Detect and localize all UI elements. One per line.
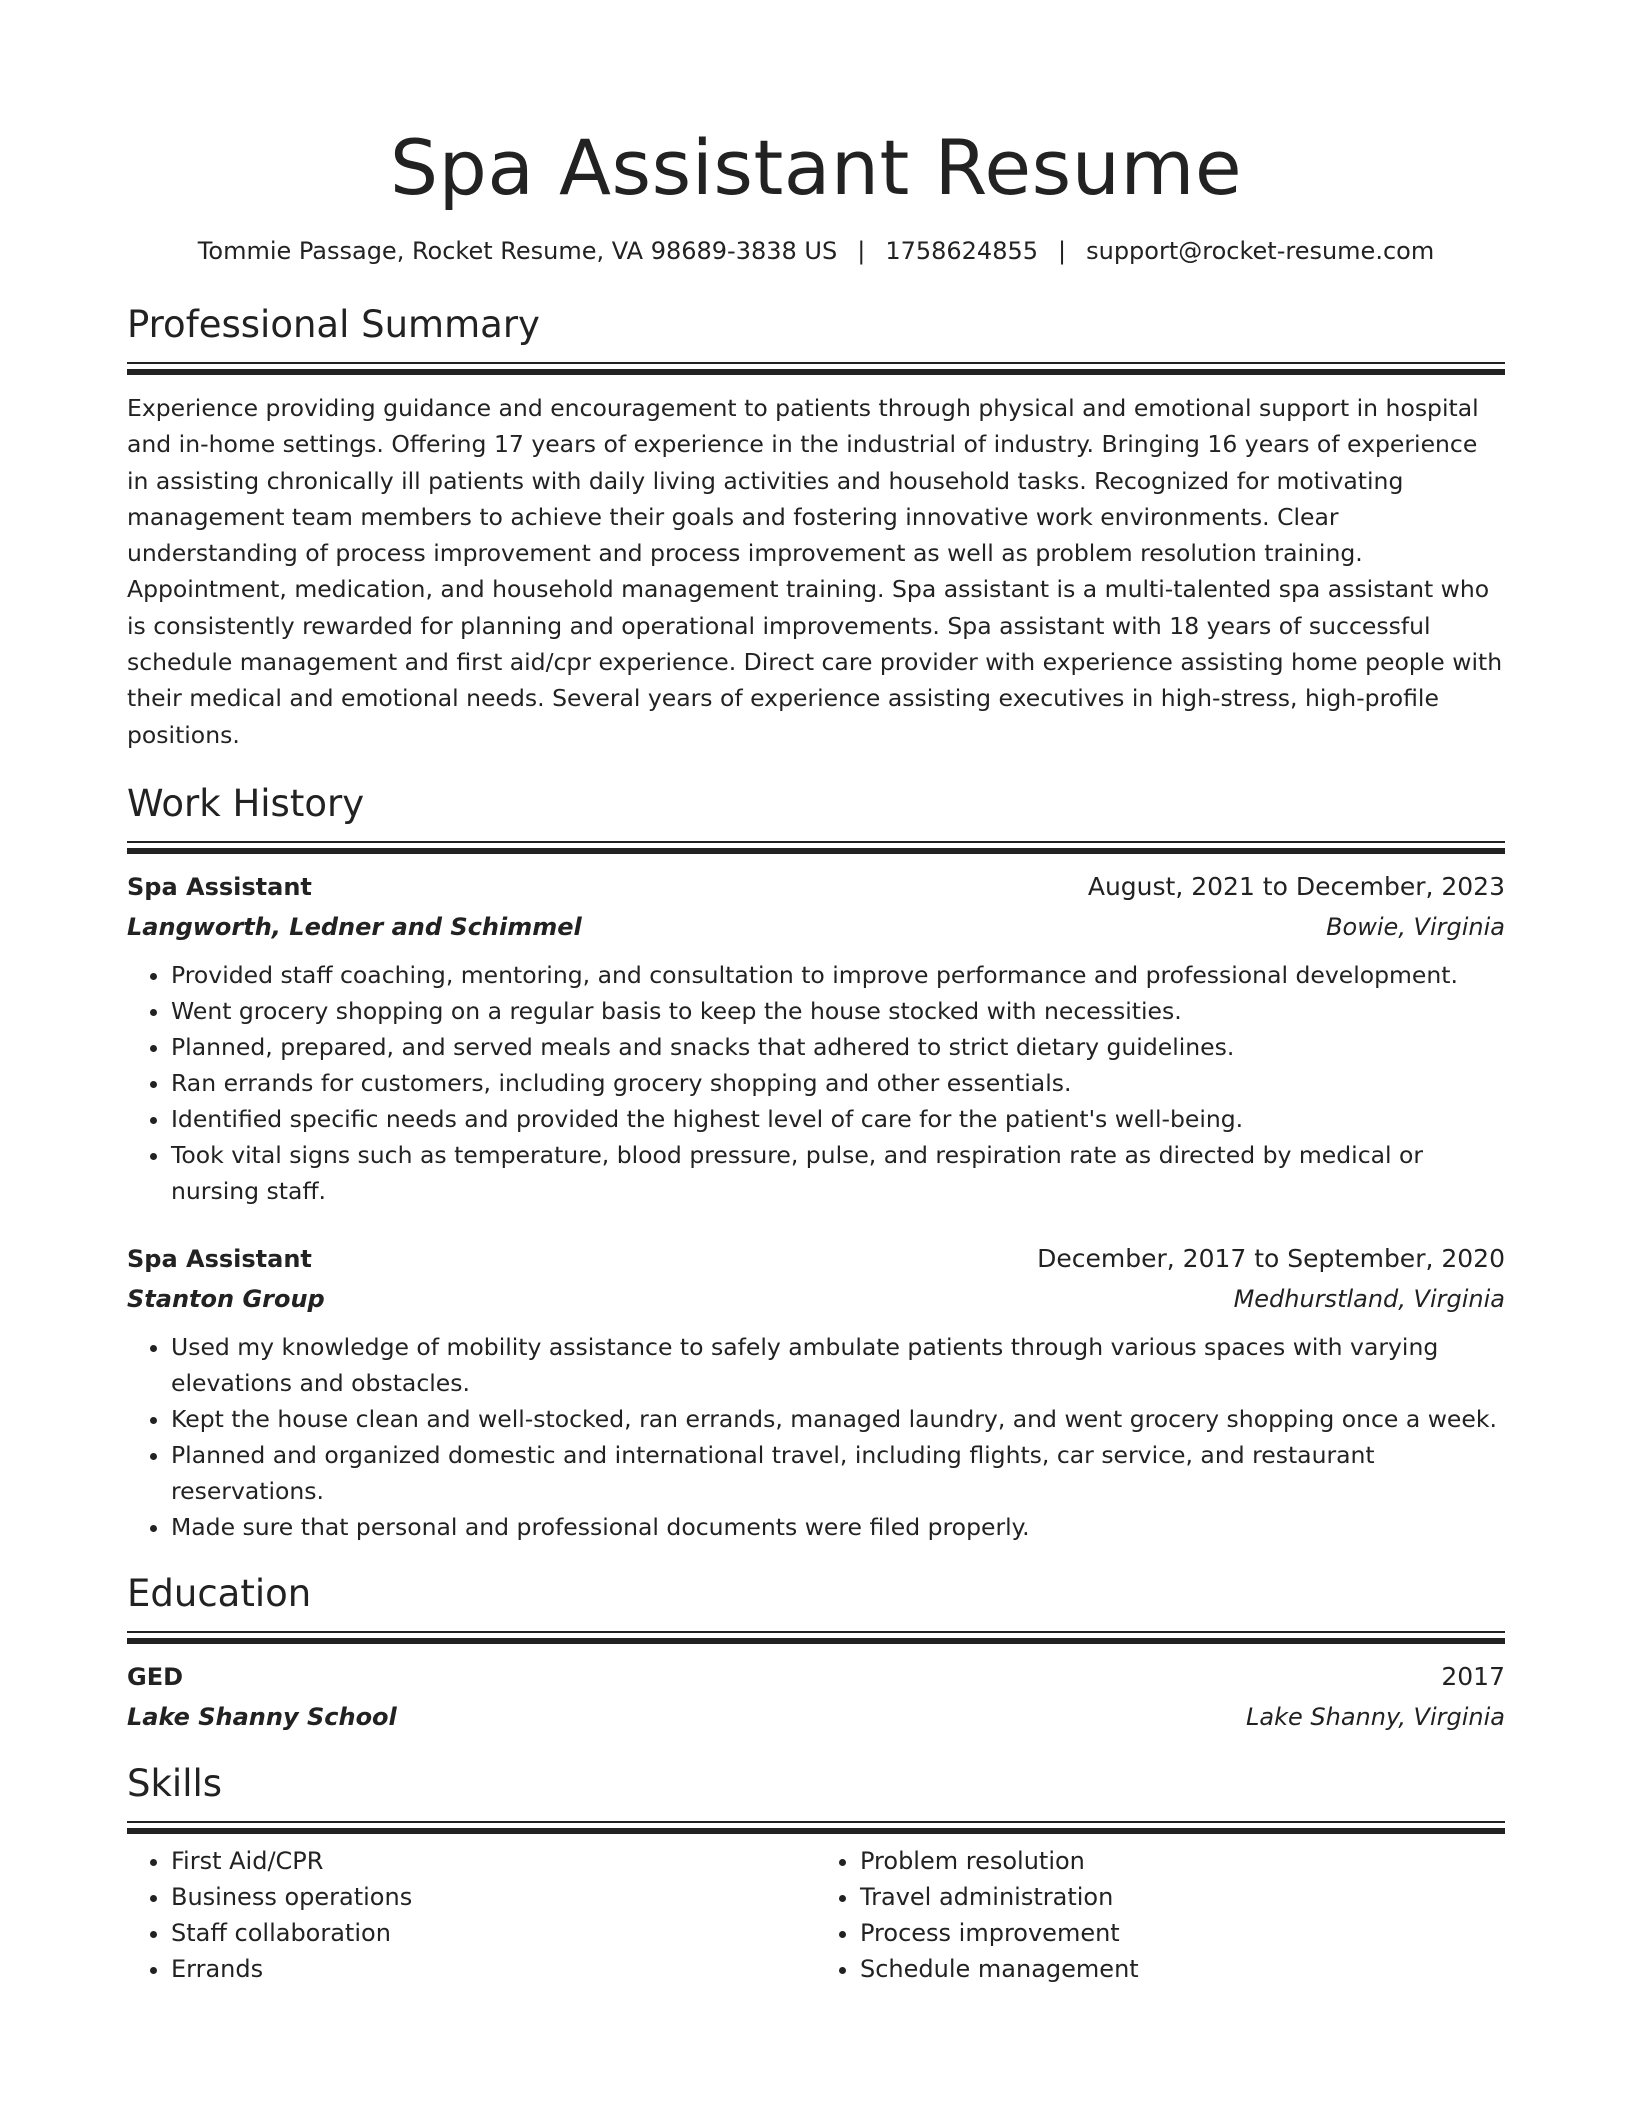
summary-section (127, 300, 1505, 753)
job-title: Spa Assistant (127, 872, 312, 901)
job-duties-list (127, 957, 1505, 1209)
job-company-row (127, 1279, 1505, 1319)
work-history-section (127, 779, 1505, 1545)
skill-item: • Staff collaboration (171, 1915, 816, 1951)
skill-item: • Problem resolution (860, 1843, 1505, 1879)
job-location: Bowie, Virginia (1326, 912, 1505, 941)
contact-separator: | (857, 237, 866, 265)
education-school-row (127, 1697, 1505, 1737)
job-entry (127, 867, 1505, 1209)
skills-section (127, 1759, 1505, 1987)
job-title: Spa Assistant (127, 1244, 312, 1273)
education-location: Lake Shanny, Virginia (1246, 1702, 1505, 1731)
contact-email: support@rocket-resume.com (1086, 237, 1435, 265)
section-divider (127, 1821, 1505, 1833)
job-location: Medhurstland, Virginia (1233, 1284, 1505, 1313)
job-duty: • Took vital signs such as temperature, blood pressure, pulse, and respiration rate as directed by medical or nursing staff. (171, 1137, 1505, 1209)
education-school: Lake Shanny School (127, 1702, 397, 1731)
contact-separator: | (1058, 237, 1067, 265)
job-duties-list (127, 1329, 1505, 1545)
job-company-row (127, 907, 1505, 947)
education-year: 2017 (1441, 1661, 1505, 1691)
job-entry (127, 1239, 1505, 1545)
skill-item: • Travel administration (860, 1879, 1505, 1915)
job-company: Langworth, Ledner and Schimmel (127, 912, 582, 941)
job-duty: • Identified specific needs and provided the highest level of care for the patient's well-being. (171, 1101, 1505, 1137)
job-duty: • Kept the house clean and well-stocked, ran errands, managed laundry, and went grocery shopping once a week. (171, 1401, 1505, 1437)
section-heading-work-history: Work History (127, 781, 365, 825)
summary-text: Experience providing guidance and encouragement to patients through physical and emotional support in hospital and in-home settings. Offering 17 years of experience in the industrial of industry. Bringing 16 years of experience in assisting chronically ill patients with daily living activities and household tasks. Recognized for motivating management team members to achieve their goals and fostering innovative work environments. Clear understanding of process improvement and process improvement as well as problem resolution training. Appointment, medication, and household management training. Spa assistant is a multi-talented spa assistant who is consistently rewarded for planning and operational improvements. Spa assistant with 18 years of successful schedule management and first aid/cpr experience. Direct care provider with experience assisting home people with their medical and emotional needs. Several years of experience assisting executives in high-stress, high-profile positions. (127, 394, 1503, 749)
section-heading-summary: Professional Summary (127, 303, 540, 346)
skill-item: • Schedule management (860, 1951, 1505, 1987)
job-duty: • Provided staff coaching, mentoring, and consultation to improve performance and professional development. (171, 957, 1505, 993)
contact-address: Tommie Passage, Rocket Resume, VA 98689-3838 US (197, 237, 838, 265)
job-duty: • Made sure that personal and professional documents were filed properly. (171, 1509, 1505, 1545)
skill-item: • Process improvement (860, 1915, 1505, 1951)
section-heading-skills: Skills (127, 1761, 223, 1805)
section-divider (127, 1631, 1505, 1643)
job-duty: • Went grocery shopping on a regular basis to keep the house stocked with necessities. (171, 993, 1505, 1029)
skill-item: • Business operations (171, 1879, 816, 1915)
education-entry (127, 1657, 1505, 1737)
skills-list-right (816, 1843, 1505, 1987)
skills-columns (127, 1843, 1505, 1987)
job-duty: • Used my knowledge of mobility assistance to safely ambulate patients through various spaces with varying elevations and obstacles. (171, 1329, 1505, 1401)
skill-item: • Errands (171, 1951, 816, 1987)
education-section (127, 1569, 1505, 1737)
job-header-row (127, 867, 1505, 907)
job-dates: December, 2017 to September, 2020 (1037, 1243, 1505, 1273)
section-divider (127, 362, 1505, 374)
job-duty: • Ran errands for customers, including grocery shopping and other essentials. (171, 1065, 1505, 1101)
job-duty: • Planned, prepared, and served meals and snacks that adhered to strict dietary guidelines. (171, 1029, 1505, 1065)
skill-item: • First Aid/CPR (171, 1843, 816, 1879)
job-duty: • Planned and organized domestic and international travel, including flights, car service, and restaurant reservations. (171, 1437, 1505, 1509)
education-degree: GED (127, 1662, 184, 1691)
section-heading-education: Education (127, 1571, 312, 1615)
contact-phone: 1758624855 (885, 237, 1039, 265)
education-header-row (127, 1657, 1505, 1697)
resume-title: Spa Assistant Resume (389, 123, 1243, 212)
job-header-row (127, 1239, 1505, 1279)
skills-list-left (127, 1843, 816, 1987)
job-dates: August, 2021 to December, 2023 (1087, 871, 1505, 901)
contact-line (127, 234, 1505, 268)
section-divider (127, 841, 1505, 853)
job-company: Stanton Group (127, 1284, 325, 1313)
